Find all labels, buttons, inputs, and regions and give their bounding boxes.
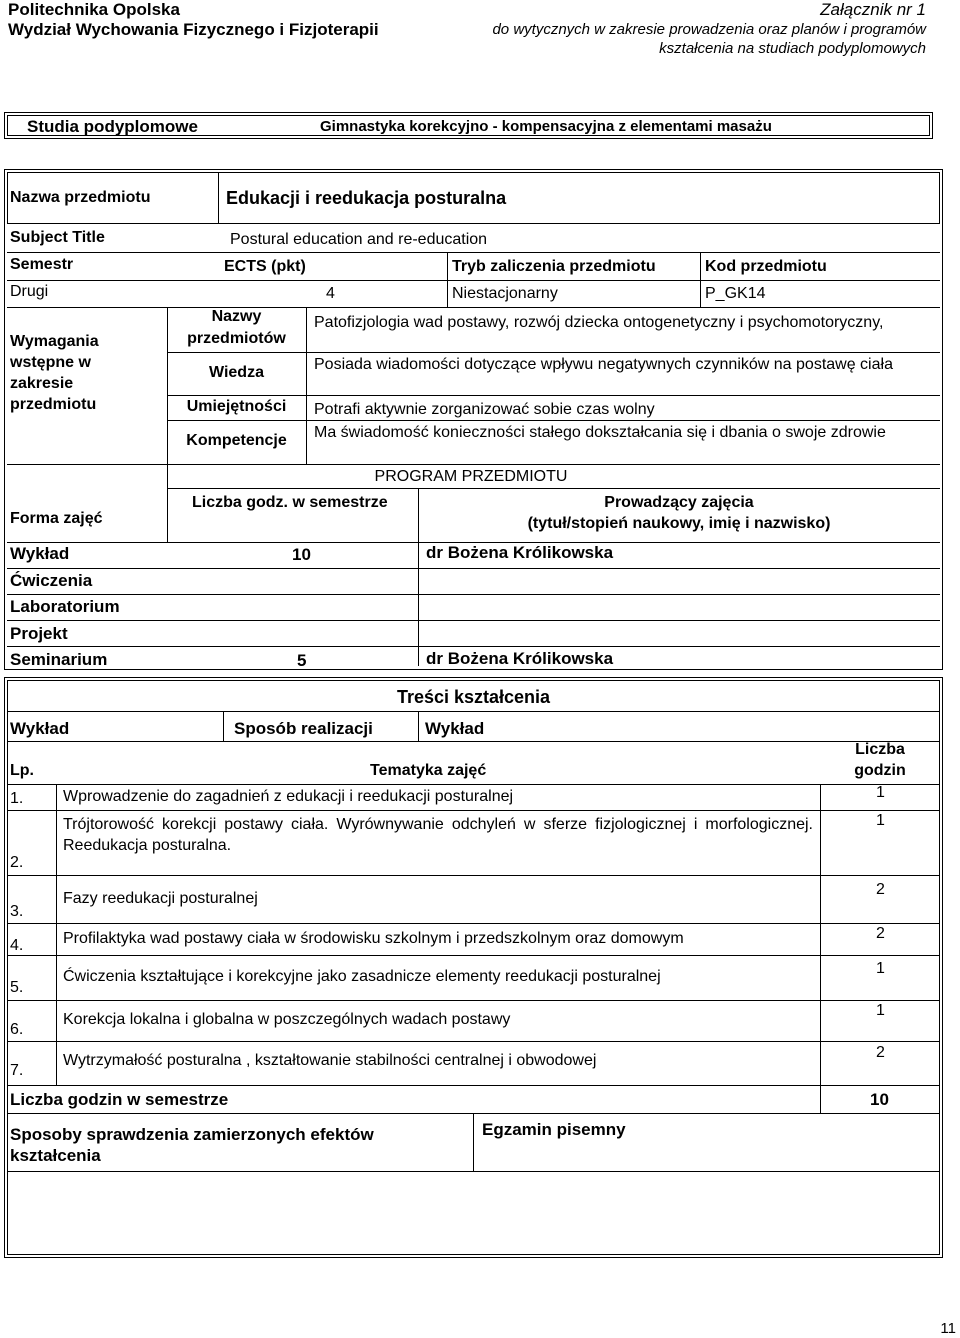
topic-lp-6: 6. bbox=[10, 1021, 24, 1038]
total-label: Liczba godzin w semestrze bbox=[10, 1090, 229, 1109]
topic-hours-4: 2 bbox=[876, 925, 885, 942]
topic-hours-6: 1 bbox=[876, 1002, 885, 1019]
subject-name-label: Nazwa przedmiotu bbox=[10, 189, 151, 206]
subject-name-value: Edukacji i reedukacja posturalna bbox=[226, 188, 507, 208]
annex-title: Załącznik nr 1 bbox=[820, 0, 926, 19]
lp-label: Lp. bbox=[10, 762, 34, 779]
study-name: Gimnastyka korekcyjno - kompensacyjna z elementami masażu bbox=[320, 118, 772, 135]
req-skills-label: Umiejętności bbox=[186, 398, 287, 415]
topic-hours-5: 1 bbox=[876, 960, 885, 977]
method-label: Sposób realizacji bbox=[234, 719, 373, 738]
subject-title-label: Subject Title bbox=[10, 229, 105, 246]
program-form-lecture: Wykład bbox=[10, 544, 70, 563]
req-knowledge-label: Wiedza bbox=[209, 364, 264, 381]
program-hours-seminar: 5 bbox=[297, 651, 307, 670]
ects-label: ECTS (pkt) bbox=[224, 258, 306, 275]
mode-value: Niestacjonarny bbox=[452, 285, 558, 302]
req-courses-text: Patofizjologia wad postawy, rozwój dziecka ontogenetyczny i psychomotoryczny, bbox=[314, 314, 884, 331]
annex-line-2: kształcenia na studiach podyplomowych bbox=[659, 40, 926, 57]
form-label: Forma zajęć bbox=[10, 510, 103, 527]
topic-lp-7: 7. bbox=[10, 1062, 24, 1079]
semester-value: Drugi bbox=[10, 283, 49, 300]
program-form-exercises: Ćwiczenia bbox=[10, 571, 93, 590]
topic-hours-2: 1 bbox=[876, 812, 885, 829]
study-label: Studia podyplomowe bbox=[27, 117, 198, 136]
topic-text-6: Korekcja lokalna i globalna w poszczególnych wadach postawy bbox=[63, 1011, 511, 1028]
req-courses-label-1: Nazwy bbox=[211, 308, 262, 325]
subject-title-value: Postural education and re-education bbox=[230, 231, 488, 248]
topic-text-3: Fazy reedukacji posturalnej bbox=[63, 890, 258, 907]
program-teacher-lecture: dr Bożena Królikowska bbox=[426, 543, 614, 562]
topic-label: Tematyka zajęć bbox=[370, 762, 487, 779]
topic-hours-3: 2 bbox=[876, 881, 885, 898]
teacher-label-2: (tytuł/stopień naukowy, imię i nazwisko) bbox=[527, 515, 831, 532]
req-skills-text: Potrafi aktywnie zorganizować sobie czas wolny bbox=[314, 401, 655, 418]
content-title: Treści kształcenia bbox=[396, 687, 551, 707]
content-hours-label-2: godzin bbox=[854, 762, 906, 779]
topic-lp-5: 5. bbox=[10, 979, 24, 996]
topic-hours-1: 1 bbox=[876, 784, 885, 801]
program-form-laboratory: Laboratorium bbox=[10, 597, 120, 616]
faculty-name: Wydział Wychowania Fizycznego i Fizjoterapii bbox=[8, 20, 379, 39]
req-courses-label-2: przedmiotów bbox=[187, 330, 286, 347]
method-value: Wykład bbox=[425, 719, 485, 738]
topic-lp-4: 4. bbox=[10, 937, 24, 954]
topic-hours-7: 2 bbox=[876, 1044, 885, 1061]
requirements-label-3: zakresie bbox=[10, 375, 74, 392]
requirements-label-1: Wymagania bbox=[10, 333, 99, 350]
requirements-label-2: wstępne w bbox=[10, 354, 91, 371]
verification-value: Egzamin pisemny bbox=[482, 1120, 626, 1139]
mode-label: Tryb zaliczenia przedmiotu bbox=[452, 258, 656, 275]
topic-lp-2: 2. bbox=[10, 854, 24, 871]
topic-lp-1: 1. bbox=[10, 790, 24, 807]
study-box bbox=[4, 112, 933, 139]
page-number: 11 bbox=[940, 1320, 956, 1337]
program-hours-lecture: 10 bbox=[292, 545, 311, 564]
code-value: P_GK14 bbox=[705, 285, 766, 302]
ects-value: 4 bbox=[326, 285, 335, 302]
req-competences-label: Kompetencje bbox=[186, 432, 287, 449]
program-teacher-seminar: dr Bożena Królikowska bbox=[426, 649, 614, 668]
content-form-label: Wykład bbox=[10, 719, 70, 738]
code-label: Kod przedmiotu bbox=[705, 258, 827, 275]
program-title: PROGRAM PRZEDMIOTU bbox=[374, 468, 568, 485]
topic-text-2: Trójtorowość korekcji postawy ciała. Wyrównywanie odchyleń w sferze fizjologicznej i morfologicznej. Reedukacja posturalna. bbox=[63, 816, 813, 854]
semester-label: Semestr bbox=[10, 256, 74, 273]
hours-label: Liczba godz. w semestrze bbox=[192, 494, 388, 511]
program-form-project: Projekt bbox=[10, 624, 68, 643]
topic-text-5: Ćwiczenia kształtujące i korekcyjne jako zasadnicze elementy reedukacji posturalnej bbox=[63, 968, 661, 985]
req-knowledge-text: Posiada wiadomości dotyczące wpływu negatywnych czynników na postawę ciała bbox=[314, 356, 893, 373]
verification-label: Sposoby sprawdzenia zamierzonych efektów kształcenia bbox=[10, 1125, 374, 1165]
topic-text-1: Wprowadzenie do zagadnień z edukacji i reedukacji posturalnej bbox=[63, 788, 514, 805]
teacher-label-1: Prowadzący zajęcia bbox=[604, 494, 754, 511]
topic-text-7: Wytrzymałość posturalna , kształtowanie stabilności centralnej i obwodowej bbox=[63, 1052, 597, 1069]
topic-lp-3: 3. bbox=[10, 903, 24, 920]
total-value: 10 bbox=[870, 1090, 889, 1109]
req-competences-text: Ma świadomość konieczności stałego dokształcania się i dbania o swoje zdrowie bbox=[314, 424, 886, 441]
content-hours-label-1: Liczba bbox=[855, 741, 905, 758]
topic-text-4: Profilaktyka wad postawy ciała w środowisku szkolnym i przedszkolnym oraz domowym bbox=[63, 930, 684, 947]
program-form-seminar: Seminarium bbox=[10, 650, 108, 669]
annex-line-1: do wytycznych w zakresie prowadzenia oraz planów i programów bbox=[492, 21, 926, 38]
university-name: Politechnika Opolska bbox=[8, 0, 180, 19]
requirements-label-4: przedmiotu bbox=[10, 396, 97, 413]
